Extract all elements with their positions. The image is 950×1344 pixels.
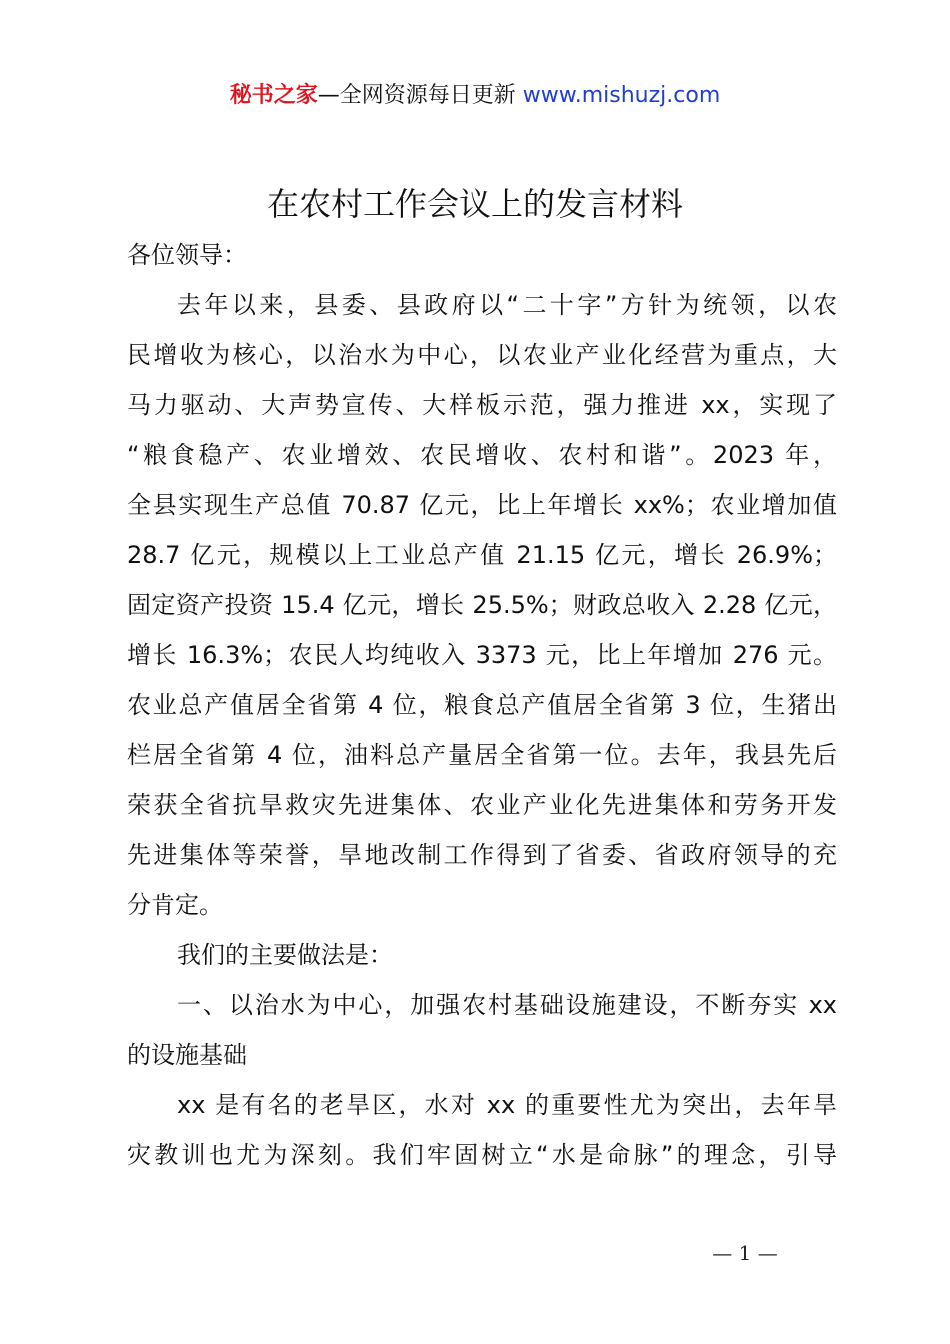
- body-line: 农业总产值居全省第 4 位，粮食总产值居全省第 3 位，生猪出: [127, 691, 837, 719]
- body-line: 固定资产投资 15.4 亿元，增长 25.5%；财政总收入 2.28 亿元，: [127, 591, 837, 619]
- header-tagline: —全网资源每日更新: [317, 83, 523, 108]
- body-line: 全县实现生产总值 70.87 亿元，比上年增长 xx%；农业增加值: [127, 491, 837, 519]
- page-number: — 1 —: [712, 1241, 778, 1265]
- section-heading-line: 一、以治水为中心，加强农村基础设施建设，不断夯实 xx: [177, 991, 837, 1019]
- document-body: [127, 230, 837, 1180]
- body-line: 增长 16.3%；农民人均纯收入 3373 元，比上年增加 276 元。: [127, 641, 837, 669]
- body-line: 民增收为核心，以治水为中心，以农业产业化经营为重点，大: [127, 341, 837, 369]
- body-line: 去年以来，县委、县政府以“二十字”方针为统领，以农: [177, 291, 837, 319]
- salutation: 各位领导：: [127, 241, 247, 269]
- body-line: 分肯定。: [127, 891, 223, 919]
- body-line: 28.7 亿元，规模以上工业总产值 21.15 亿元，增长 26.9%；: [127, 541, 837, 569]
- section-heading-line: 的设施基础: [127, 1041, 247, 1069]
- document-title: 在农村工作会议上的发言材料: [266, 185, 683, 223]
- body-line: 荣获全省抗旱救灾先进集体、农业产业化先进集体和劳务开发: [127, 791, 837, 819]
- body-line: “粮食稳产、农业增效、农民增收、农村和谐”。2023 年，: [127, 441, 837, 469]
- body-line: xx 是有名的老旱区，水对 xx 的重要性尤为突出，去年旱: [177, 1091, 837, 1119]
- body-line: 先进集体等荣誉，旱地改制工作得到了省委、省政府领导的充: [127, 841, 837, 869]
- body-line: 我们的主要做法是：: [177, 941, 393, 969]
- body-line: 栏居全省第 4 位，油料总产量居全省第一位。去年，我县先后: [127, 741, 837, 769]
- site-url-link[interactable]: www.mishuzj.com: [522, 83, 721, 108]
- brand-name: 秘书之家: [229, 83, 318, 108]
- body-line: 灾教训也尤为深刻。我们牢固树立“水是命脉”的理念，引导: [127, 1141, 837, 1169]
- site-header: [0, 80, 950, 112]
- body-line: 马力驱动、大声势宣传、大样板示范，强力推进 xx，实现了: [127, 391, 837, 419]
